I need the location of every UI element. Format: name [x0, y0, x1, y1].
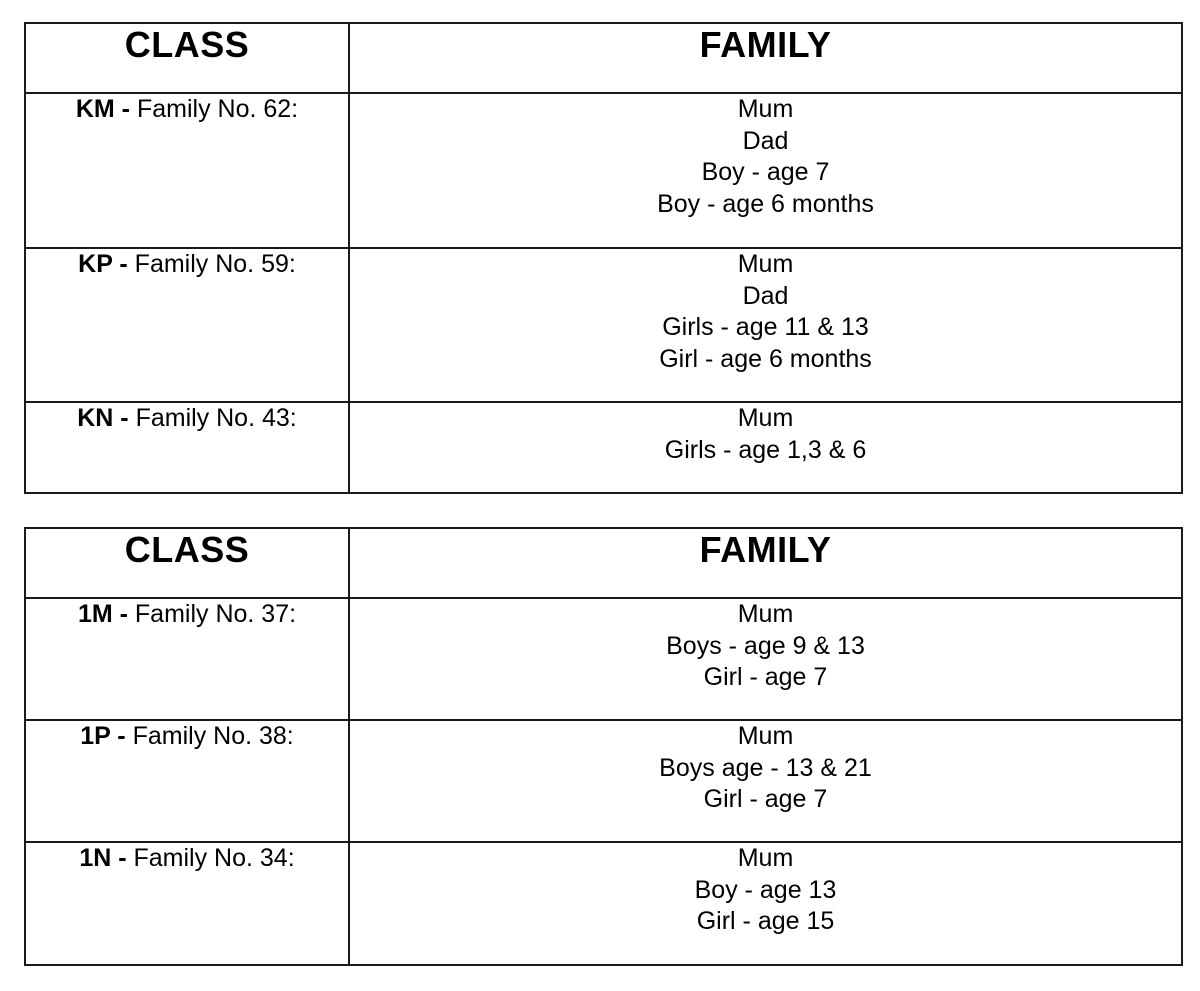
- family-column-header: FAMILY: [349, 528, 1182, 598]
- class-column-header: CLASS: [25, 23, 349, 93]
- table-row: [25, 93, 1182, 248]
- class-code: KN -: [77, 404, 129, 432]
- family-members-cell: [349, 93, 1182, 248]
- family-member: Boy - age 6 months: [657, 189, 874, 218]
- family-member: Boy - age 7: [701, 158, 830, 186]
- class-cell: [25, 842, 349, 965]
- table-row: [25, 248, 1182, 402]
- family-member: Mum: [737, 404, 794, 432]
- family-member: Mum: [737, 250, 794, 278]
- family-member: Girls - age 1,3 & 6: [664, 435, 867, 464]
- family-number: Family No. 38:: [132, 722, 294, 750]
- class-code: 1M -: [77, 600, 128, 628]
- family-member: Boys age - 13 & 21: [659, 753, 872, 782]
- table-row: [25, 720, 1182, 842]
- family-table-1: [24, 22, 1183, 494]
- family-member: Girls - age 11 & 13: [662, 313, 869, 341]
- family-number: Family No. 34:: [133, 844, 295, 872]
- table-header-row: [25, 528, 1182, 598]
- family-member: Girl - age 6 months: [659, 344, 872, 373]
- family-members-cell: [349, 842, 1182, 965]
- family-member: Boy - age 13: [694, 875, 837, 904]
- family-member: Mum: [737, 722, 794, 750]
- family-number: Family No. 62:: [136, 95, 299, 123]
- family-members-cell: [349, 720, 1182, 842]
- family-number: Family No. 37:: [134, 600, 297, 628]
- family-number: Family No. 43:: [135, 404, 297, 432]
- family-member: Dad: [742, 126, 789, 155]
- table-row: [25, 842, 1182, 965]
- family-member: Mum: [737, 95, 794, 123]
- class-code: KP -: [78, 250, 128, 278]
- family-member: Mum: [737, 844, 794, 872]
- table-header-row: [25, 23, 1182, 93]
- class-code: 1P -: [80, 722, 126, 750]
- class-code: KM -: [75, 95, 131, 123]
- class-cell: [25, 402, 349, 493]
- table-row: [25, 598, 1182, 720]
- class-column-header: CLASS: [25, 528, 349, 598]
- family-member: Girl - age 15: [696, 907, 835, 935]
- family-column-header: FAMILY: [349, 23, 1182, 93]
- family-member: Girl - age 7: [703, 785, 828, 813]
- family-number: Family No. 59:: [134, 250, 296, 278]
- family-member: Boys - age 9 & 13: [666, 631, 865, 660]
- family-member: Girl - age 7: [703, 663, 828, 691]
- class-cell: [25, 93, 349, 248]
- class-cell: [25, 720, 349, 842]
- family-table-2: [24, 527, 1183, 966]
- family-members-cell: [349, 598, 1182, 720]
- class-code: 1N -: [79, 844, 127, 872]
- class-cell: [25, 248, 349, 402]
- table-row: [25, 402, 1182, 493]
- family-members-cell: [349, 248, 1182, 402]
- family-members-cell: [349, 402, 1182, 493]
- class-cell: [25, 598, 349, 720]
- family-member: Dad: [742, 281, 789, 310]
- family-member: Mum: [737, 600, 794, 628]
